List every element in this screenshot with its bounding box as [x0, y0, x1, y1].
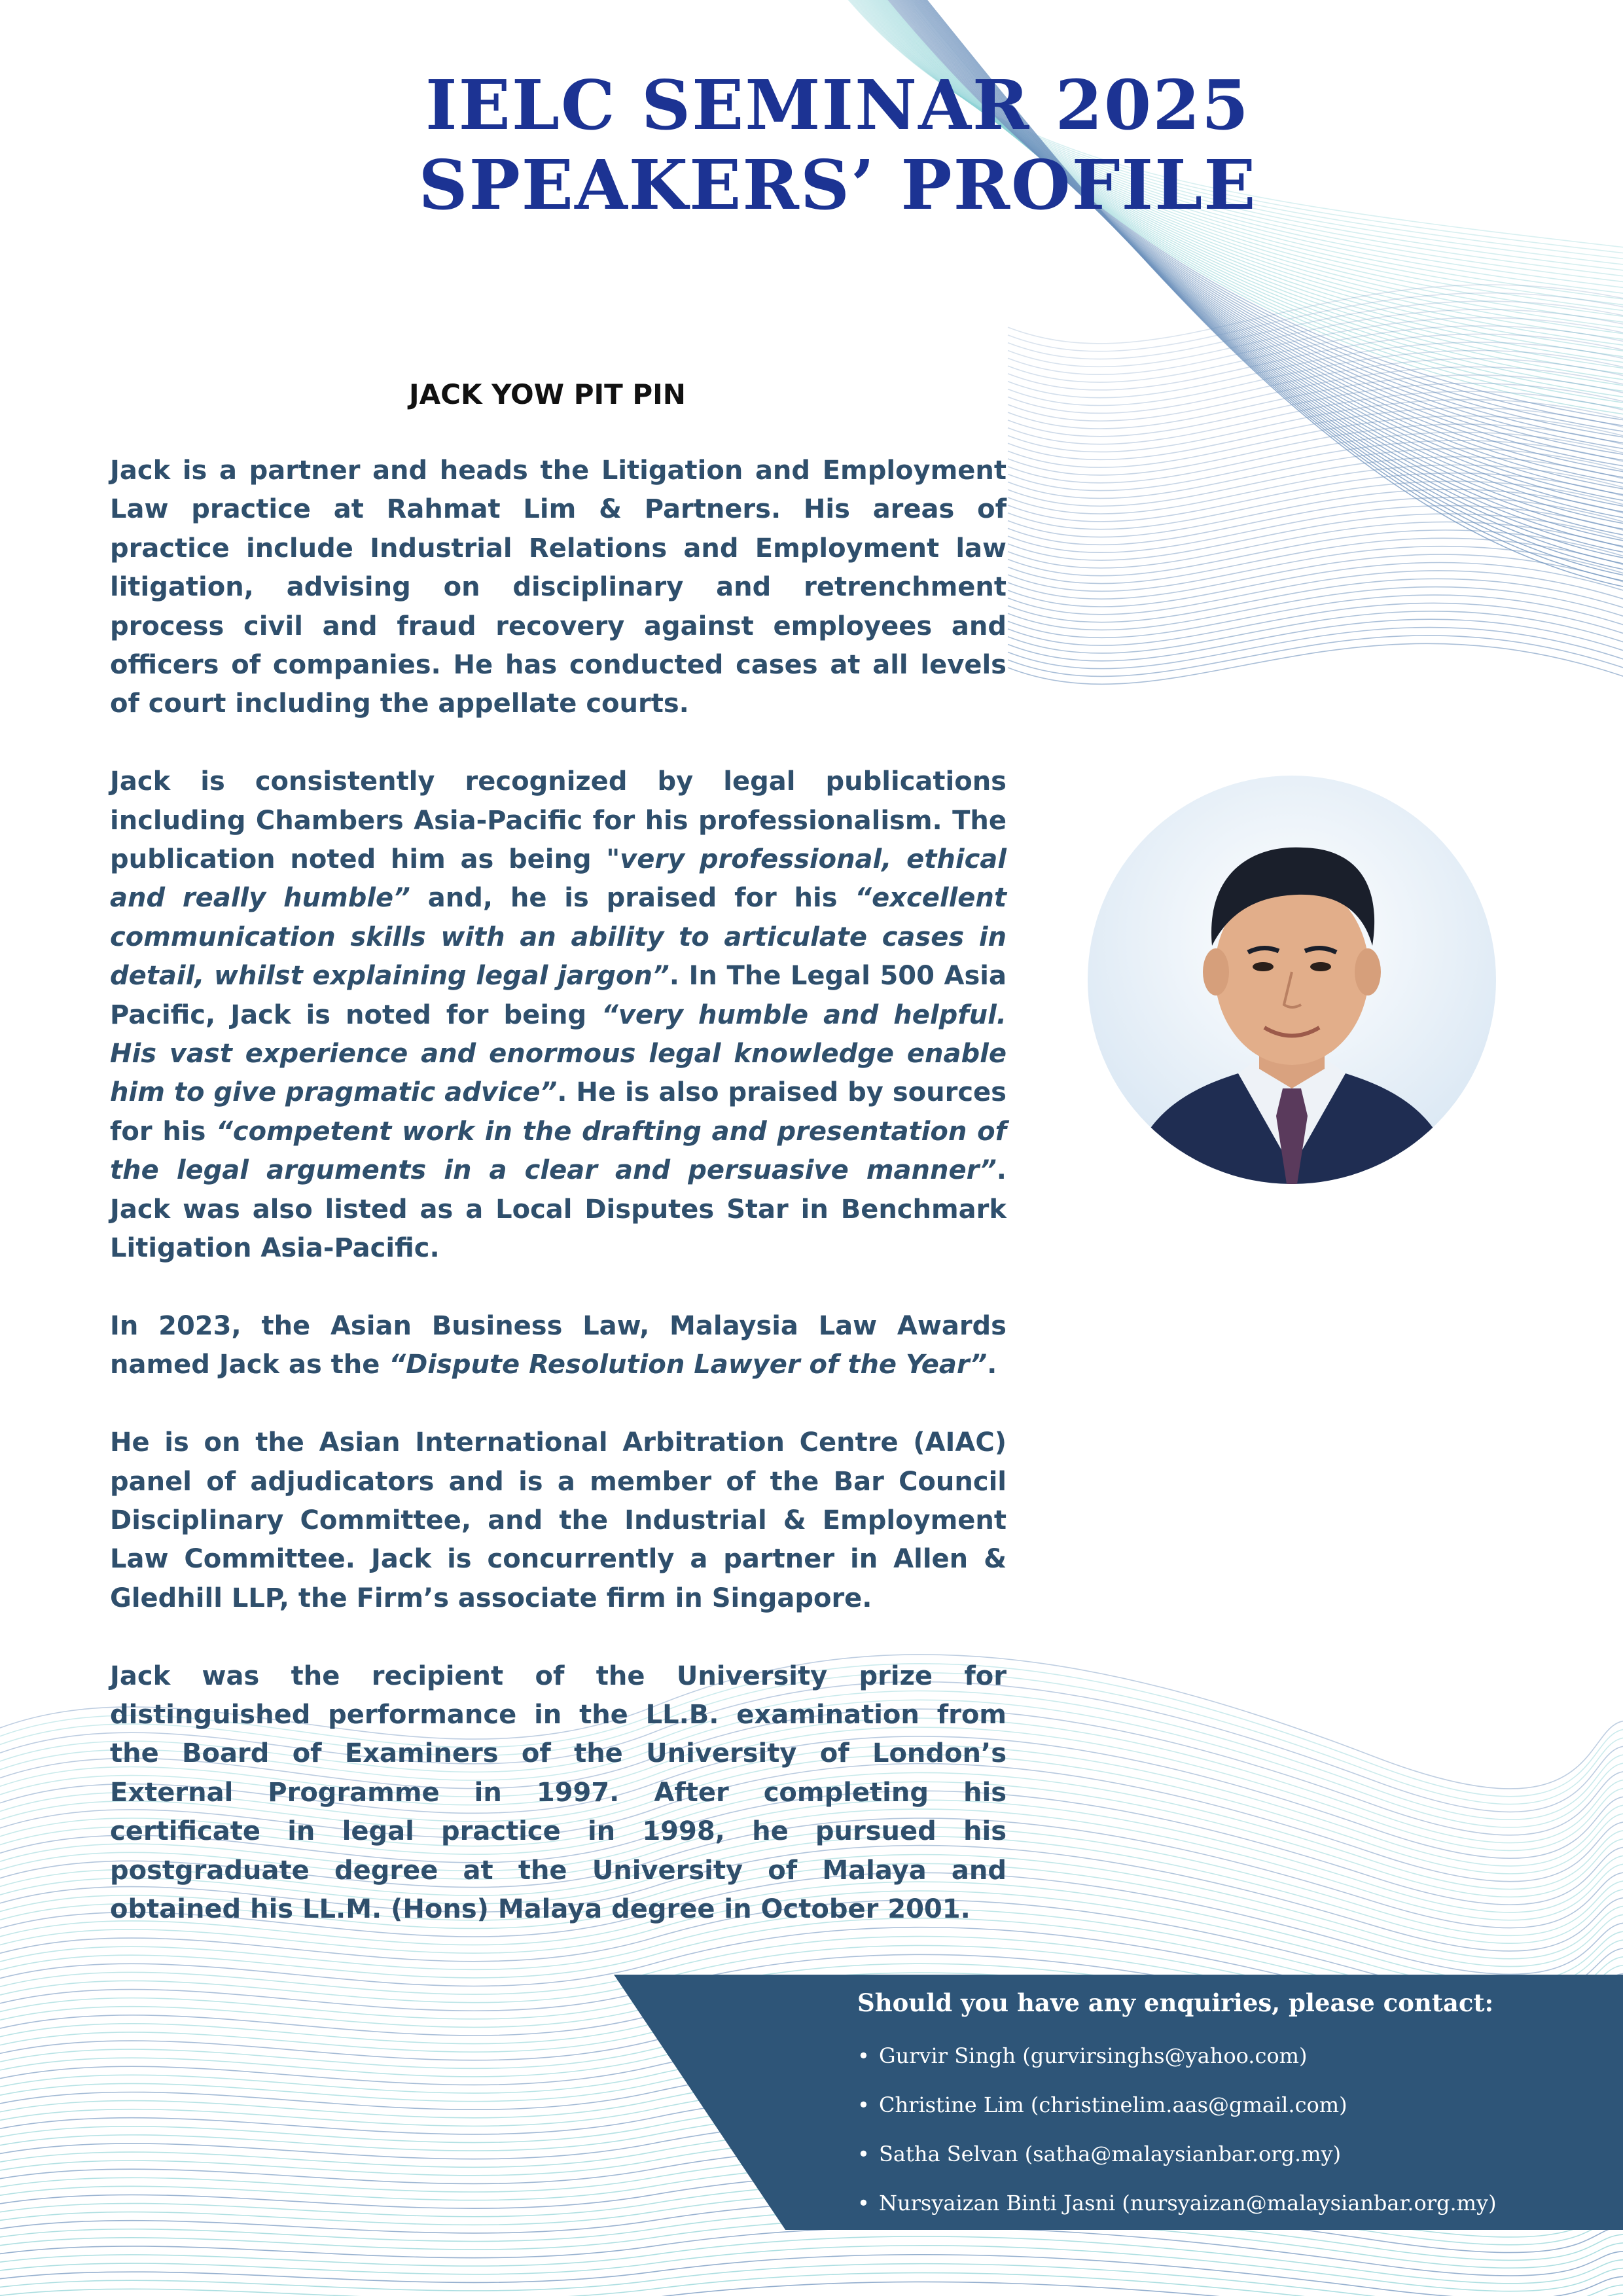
bio-text: . Jack was also listed as a Local Disputes Star in Benchmark Litigation Asia-Pacific. [110, 1155, 1007, 1264]
title-line-1: IELC SEMINAR 2025 [425, 65, 1250, 145]
bio-paragraph-4: He is on the Asian International Arbitration Centre (AIAC) panel of adjudicators and is a member of the Bar Council Disciplinary Committee, and the Industrial & Employment Law Committee. Jack is concurrently a partner in Allen & Gledhill LLP, the Firm’s associate firm in Singapore. [110, 1427, 1007, 1613]
contact-item: • Christine Lim (christinelim.aas@gmail.com) [857, 2081, 1497, 2130]
bio-paragraph-2 [110, 762, 1007, 1268]
bio-text: . [987, 1350, 997, 1380]
contact-heading: Should you have any enquiries, please contact: [857, 1988, 1494, 2017]
contact-item: • Gurvir Singh (gurvirsinghs@yahoo.com) [857, 2032, 1497, 2081]
contact-item: • Nursyaizan Binti Jasni (nursyaizan@malaysianbar.org.my) [857, 2179, 1497, 2228]
bio-text: . He is also praised by sources for his [110, 1077, 1007, 1147]
contact-list [857, 2032, 1497, 2228]
bio-paragraph-1: Jack is a partner and heads the Litigation and Employment Law practice at Rahmat Lim & Partners. His areas of practice include Industrial Relations and Employment law litigation, advising on disciplinary and retrenchment process civil and fraud recovery against employees and officers of companies. He has conducted cases at all levels of court including the appellate courts. [110, 456, 1007, 719]
bio-quote: “competent work in the drafting and presentation of the legal arguments in a clear and persuasive manner” [110, 1116, 1007, 1186]
speaker-name: JACK YOW PIT PIN [409, 378, 686, 410]
contact-item: • Satha Selvan (satha@malaysianbar.org.my) [857, 2130, 1497, 2179]
speaker-biography [110, 452, 1007, 1968]
bio-quote: "very professional, ethical and really humble” [110, 844, 1007, 914]
bio-text: . In The Legal 500 Asia Pacific, Jack is noted for being [110, 961, 1007, 1030]
bio-quote: “very humble and helpful. His vast experience and enormous legal knowledge enable him to give pragmatic advice” [110, 999, 1007, 1108]
bio-paragraph-3 [110, 1307, 1007, 1385]
bio-quote: “excellent communication skills with an ability to articulate cases in detail, whilst explaining legal jargon” [110, 883, 1007, 992]
bio-text: Jack is consistently recognized by legal publications including Chambers Asia-Pacific for his professionalism. The publication noted him as being [110, 766, 1007, 875]
title-line-2: SPEAKERS’ PROFILE [418, 145, 1257, 225]
bio-quote: “Dispute Resolution Lawyer of the Year” [389, 1350, 988, 1380]
contact-section [857, 1983, 1497, 2228]
bio-text: and, he is praised for his [410, 883, 855, 914]
page-title [0, 65, 1623, 225]
bio-text: In 2023, the Asian Business Law, Malaysia Law Awards named Jack as the [110, 1310, 1007, 1380]
portrait-illustration [1088, 776, 1496, 1184]
bio-paragraph-5: Jack was the recipient of the University prize for distinguished performance in the LL.B. examination from the Board of Examiners of the University of London’s External Programme in 1997. After completing his certificate in legal practice in 1998, he pursued his postgraduate degree at the University of Malaya and obtained his LL.M. (Hons) Malaya degree in October 2001. [110, 1660, 1007, 1924]
speaker-photo [1088, 776, 1496, 1184]
